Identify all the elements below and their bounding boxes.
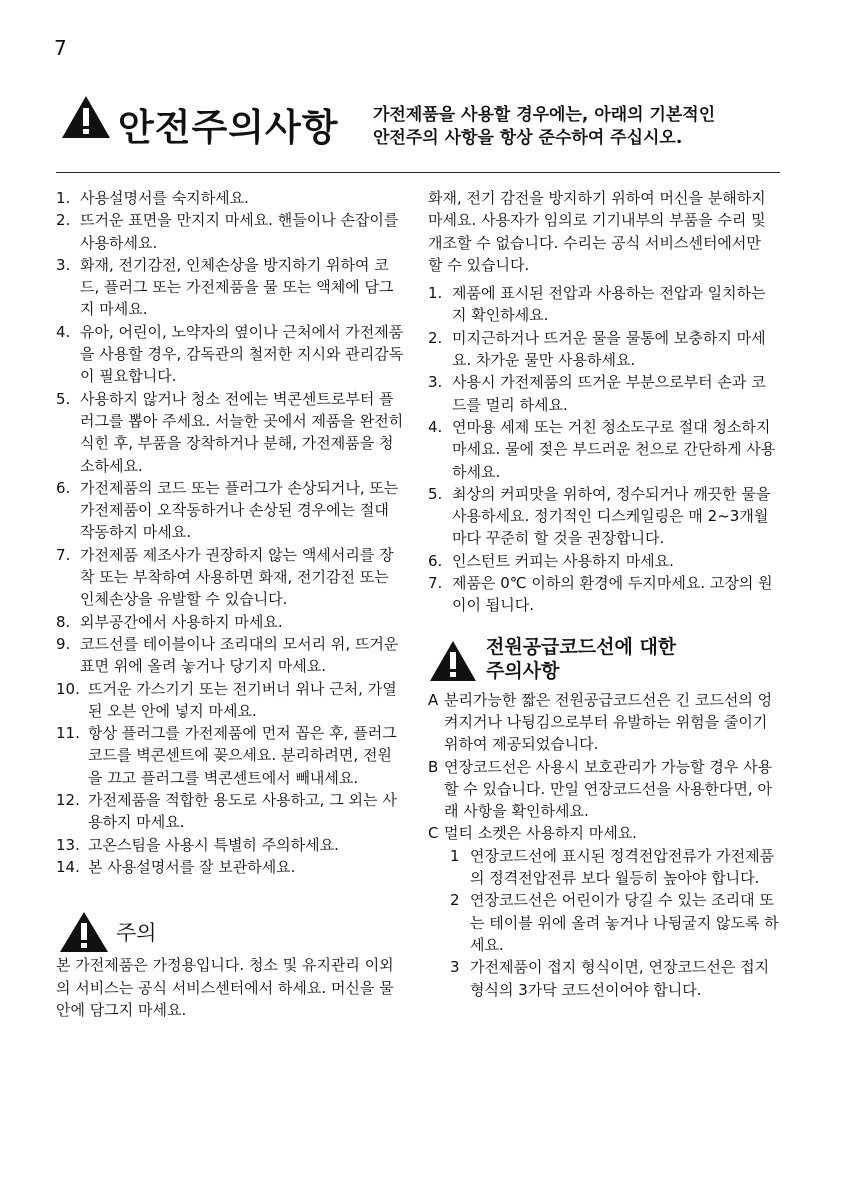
item-number: 12. xyxy=(56,791,80,810)
item-number: 7. xyxy=(428,574,443,593)
item-number: 2. xyxy=(56,211,71,230)
warning-triangle-icon xyxy=(60,94,112,140)
item-number: 1. xyxy=(56,189,71,207)
item-text: 뜨거운 가스기기 또는 전기버너 위나 근처, 가열된 오븐 안에 넣지 마세요. xyxy=(88,679,397,720)
item-text: 사용설명서를 숙지하세요. xyxy=(80,189,249,207)
list-item xyxy=(428,550,780,572)
item-text: 가전제품 제조사가 권장하지 않는 액세서리를 장착 또는 부착하여 사용하면 화재, 전기감전 또는 인체손상을 유발할 수 있습니다. xyxy=(80,545,394,609)
item-text: 미지근하거나 뜨거운 물을 물통에 보충하지 마세요. 차가운 물만 사용하세요. xyxy=(452,328,766,370)
list-item xyxy=(428,282,780,327)
header-note-line2: 안전주의 사항을 항상 준수하여 주십시오. xyxy=(373,128,683,148)
list-item xyxy=(428,416,780,483)
warning-triangle-icon xyxy=(428,639,478,683)
item-number: 1. xyxy=(428,284,443,303)
item-number: 3. xyxy=(428,373,443,392)
item-number: 6. xyxy=(428,551,443,570)
header-note xyxy=(373,104,715,150)
list-item xyxy=(56,633,406,678)
item-text: 제품은 0℃ 이하의 환경에 두지마세요. 고장의 원이이 됩니다. xyxy=(452,574,773,615)
right-column xyxy=(428,187,780,1001)
item-text: 가전제품을 적합한 용도로 사용하고, 그 외는 사용하지 마세요. xyxy=(88,791,397,832)
item-text: 코드선를 테이블이나 조리대의 모서리 위, 뜨거운 표면 위에 올려 놓거나 당기지 마세요. xyxy=(80,634,399,676)
item-text: 인스턴트 커피는 사용하지 마세요. xyxy=(452,551,674,570)
header-divider xyxy=(56,172,780,173)
item-letter: A xyxy=(428,690,439,709)
item-number: 5. xyxy=(428,484,443,503)
list-item xyxy=(56,254,406,321)
cord-title-line2: 주의사항 xyxy=(486,659,560,682)
item-letter: B xyxy=(428,757,439,776)
list-item xyxy=(56,388,406,477)
cord-section-heading xyxy=(428,631,780,689)
item-text: 최상의 커피맛을 위하여, 정수되거나 깨끗한 물을 사용하세요. 정기적인 디스케일링은 매 2~3개월마다 꾸준히 할 것을 권장합니다. xyxy=(452,484,771,548)
caution-text: 본 가전제품은 가정용입니다. 청소 및 유지관리 이외의 서비스는 공식 서비스센터에서 하세요. 머신을 물 안에 담그지 마세요. xyxy=(56,956,394,1019)
cord-item-c xyxy=(428,822,780,844)
list-item xyxy=(428,371,780,416)
safety-header xyxy=(60,92,780,162)
item-number: 4. xyxy=(428,417,443,436)
item-text: 연마용 세제 또는 거친 청소도구로 절대 청소하지 마세요. 물에 젖은 부드러운 천으로 간단하게 사용하세요. xyxy=(452,417,776,481)
list-item xyxy=(56,321,406,388)
list-item xyxy=(428,572,780,617)
item-text: 연장코드선은 어린이가 당길 수 있는 조리대 또는 테이블 위에 올려 놓거나 나뒹굴지 않도록 하세요. xyxy=(470,891,779,954)
item-text: 뜨거운 표면을 만지지 마세요. 핸들이나 손잡이를 사용하세요. xyxy=(80,211,399,252)
warning-triangle-icon xyxy=(58,910,110,954)
cord-item-a xyxy=(428,689,780,756)
left-column xyxy=(56,187,406,1021)
item-number: 6. xyxy=(56,478,71,497)
item-text: 항상 플러그를 가전제품에 먼저 꼽은 후, 플러그 코드를 벽콘센트에 꽂으세요. 분리하려면, 전원을 끄고 플러그를 벽콘센트에서 빼내세요. xyxy=(88,724,397,787)
item-text: 가전제품의 코드 또는 플러그가 손상되거나, 또는 가전제품이 오작동하거나 손상된 경우에는 절대 작동하지 마세요. xyxy=(80,478,399,542)
item-number: 10. xyxy=(56,679,80,698)
item-number: 2. xyxy=(428,328,443,347)
page-number: 7 xyxy=(54,36,67,60)
list-item xyxy=(450,956,780,1001)
item-text: 분리가능한 짧은 전원공급코드선은 긴 코드선의 엉켜지거나 나뒹김으로부터 유발하는 위험을 줄이기 위하여 제공되었습니다. xyxy=(444,690,773,754)
list-item xyxy=(56,722,406,789)
item-number: 3 xyxy=(450,958,460,977)
list-item xyxy=(56,789,406,834)
cord-title-line1: 전원공급코드선에 대한 xyxy=(486,635,677,658)
caution-heading xyxy=(56,896,406,954)
item-letter: C xyxy=(428,824,439,843)
item-text: 화재, 전기감전, 인체손상을 방지하기 위하여 코드, 플러그 또는 가전제품을 물 또는 액체에 담그지 마세요. xyxy=(80,255,394,319)
item-number: 3. xyxy=(56,255,71,274)
list-item xyxy=(56,477,406,544)
item-number: 14. xyxy=(56,857,80,876)
list-item xyxy=(56,611,406,633)
cord-item-b xyxy=(428,756,780,823)
item-number: 13. xyxy=(56,835,80,854)
item-number: 9. xyxy=(56,634,71,653)
item-text: 사용시 가전제품의 뜨거운 부분으로부터 손과 코드를 멀리 하세요. xyxy=(452,373,766,414)
item-number: 7. xyxy=(56,545,71,564)
caution-title: 주의 xyxy=(116,921,157,946)
item-number: 1 xyxy=(450,846,460,865)
item-text: 제품에 표시된 전압과 사용하는 전압과 일치하는지 확인하세요. xyxy=(452,284,766,325)
list-item xyxy=(56,678,406,723)
list-item xyxy=(56,834,406,856)
item-text: 외부공간에서 사용하지 마세요. xyxy=(80,612,283,631)
item-text: 멀티 소켓은 사용하지 마세요. xyxy=(444,824,637,843)
item-number: 4. xyxy=(56,322,71,341)
item-text: 사용하지 않거나 청소 전에는 벽콘센트로부터 플러그를 뽑아 주세요. 서늘한 곳에서 제품을 완전히 식힌 후, 부품을 장착하거나 분해, 가전제품을 청소하세요. xyxy=(80,389,404,475)
item-text: 연장코드선은 사용시 보호관리가 가능할 경우 사용할 수 있습니다. 만일 연장코드선을 사용한다면, 아래 사항을 확인하세요. xyxy=(444,757,773,821)
header-note-line1: 가전제품을 사용할 경우에는, 아래의 기본적인 xyxy=(373,105,716,125)
item-text: 연장코드선에 표시된 정격전압전류가 가전제품의 정격전압전류 보다 월등히 높아야 합니다. xyxy=(470,846,775,888)
item-number: 2 xyxy=(450,891,460,910)
item-text: 본 사용설명서를 잘 보관하세요. xyxy=(88,857,296,876)
list-item xyxy=(450,889,780,956)
list-item xyxy=(428,483,780,550)
safety-list xyxy=(56,187,406,878)
list-item xyxy=(56,187,406,209)
list-item xyxy=(56,209,406,254)
list-item xyxy=(56,544,406,611)
cord-sub-list xyxy=(428,845,780,1001)
item-text: 고온스팀을 사용시 특별히 주의하세요. xyxy=(88,835,339,854)
item-number: 5. xyxy=(56,389,71,408)
right-intro: 화재, 전기 감전을 방지하기 위하여 머신을 분해하지 마세요. 사용자가 임의로 기기내부의 부품을 수리 및 개조할 수 없습니다. 수리는 공식 서비스센터에서만 할 수 있습니다. xyxy=(428,189,766,274)
list-item xyxy=(450,845,780,890)
usage-list xyxy=(428,282,780,616)
item-text: 유아, 어린이, 노약자의 옆이나 근처에서 가전제품을 사용할 경우, 감독관의 철저한 지시와 관리감독이 필요합니다. xyxy=(80,322,404,386)
cord-section-title xyxy=(486,635,676,683)
list-item xyxy=(428,327,780,372)
page-title: 안전주의사항 xyxy=(118,106,339,149)
item-number: 11. xyxy=(56,724,80,743)
item-number: 8. xyxy=(56,612,71,631)
list-item xyxy=(56,856,406,878)
item-text: 가전제품이 접지 형식이면, 연장코드선은 접지형식의 3가닥 코드선이어야 합니다. xyxy=(470,958,770,999)
